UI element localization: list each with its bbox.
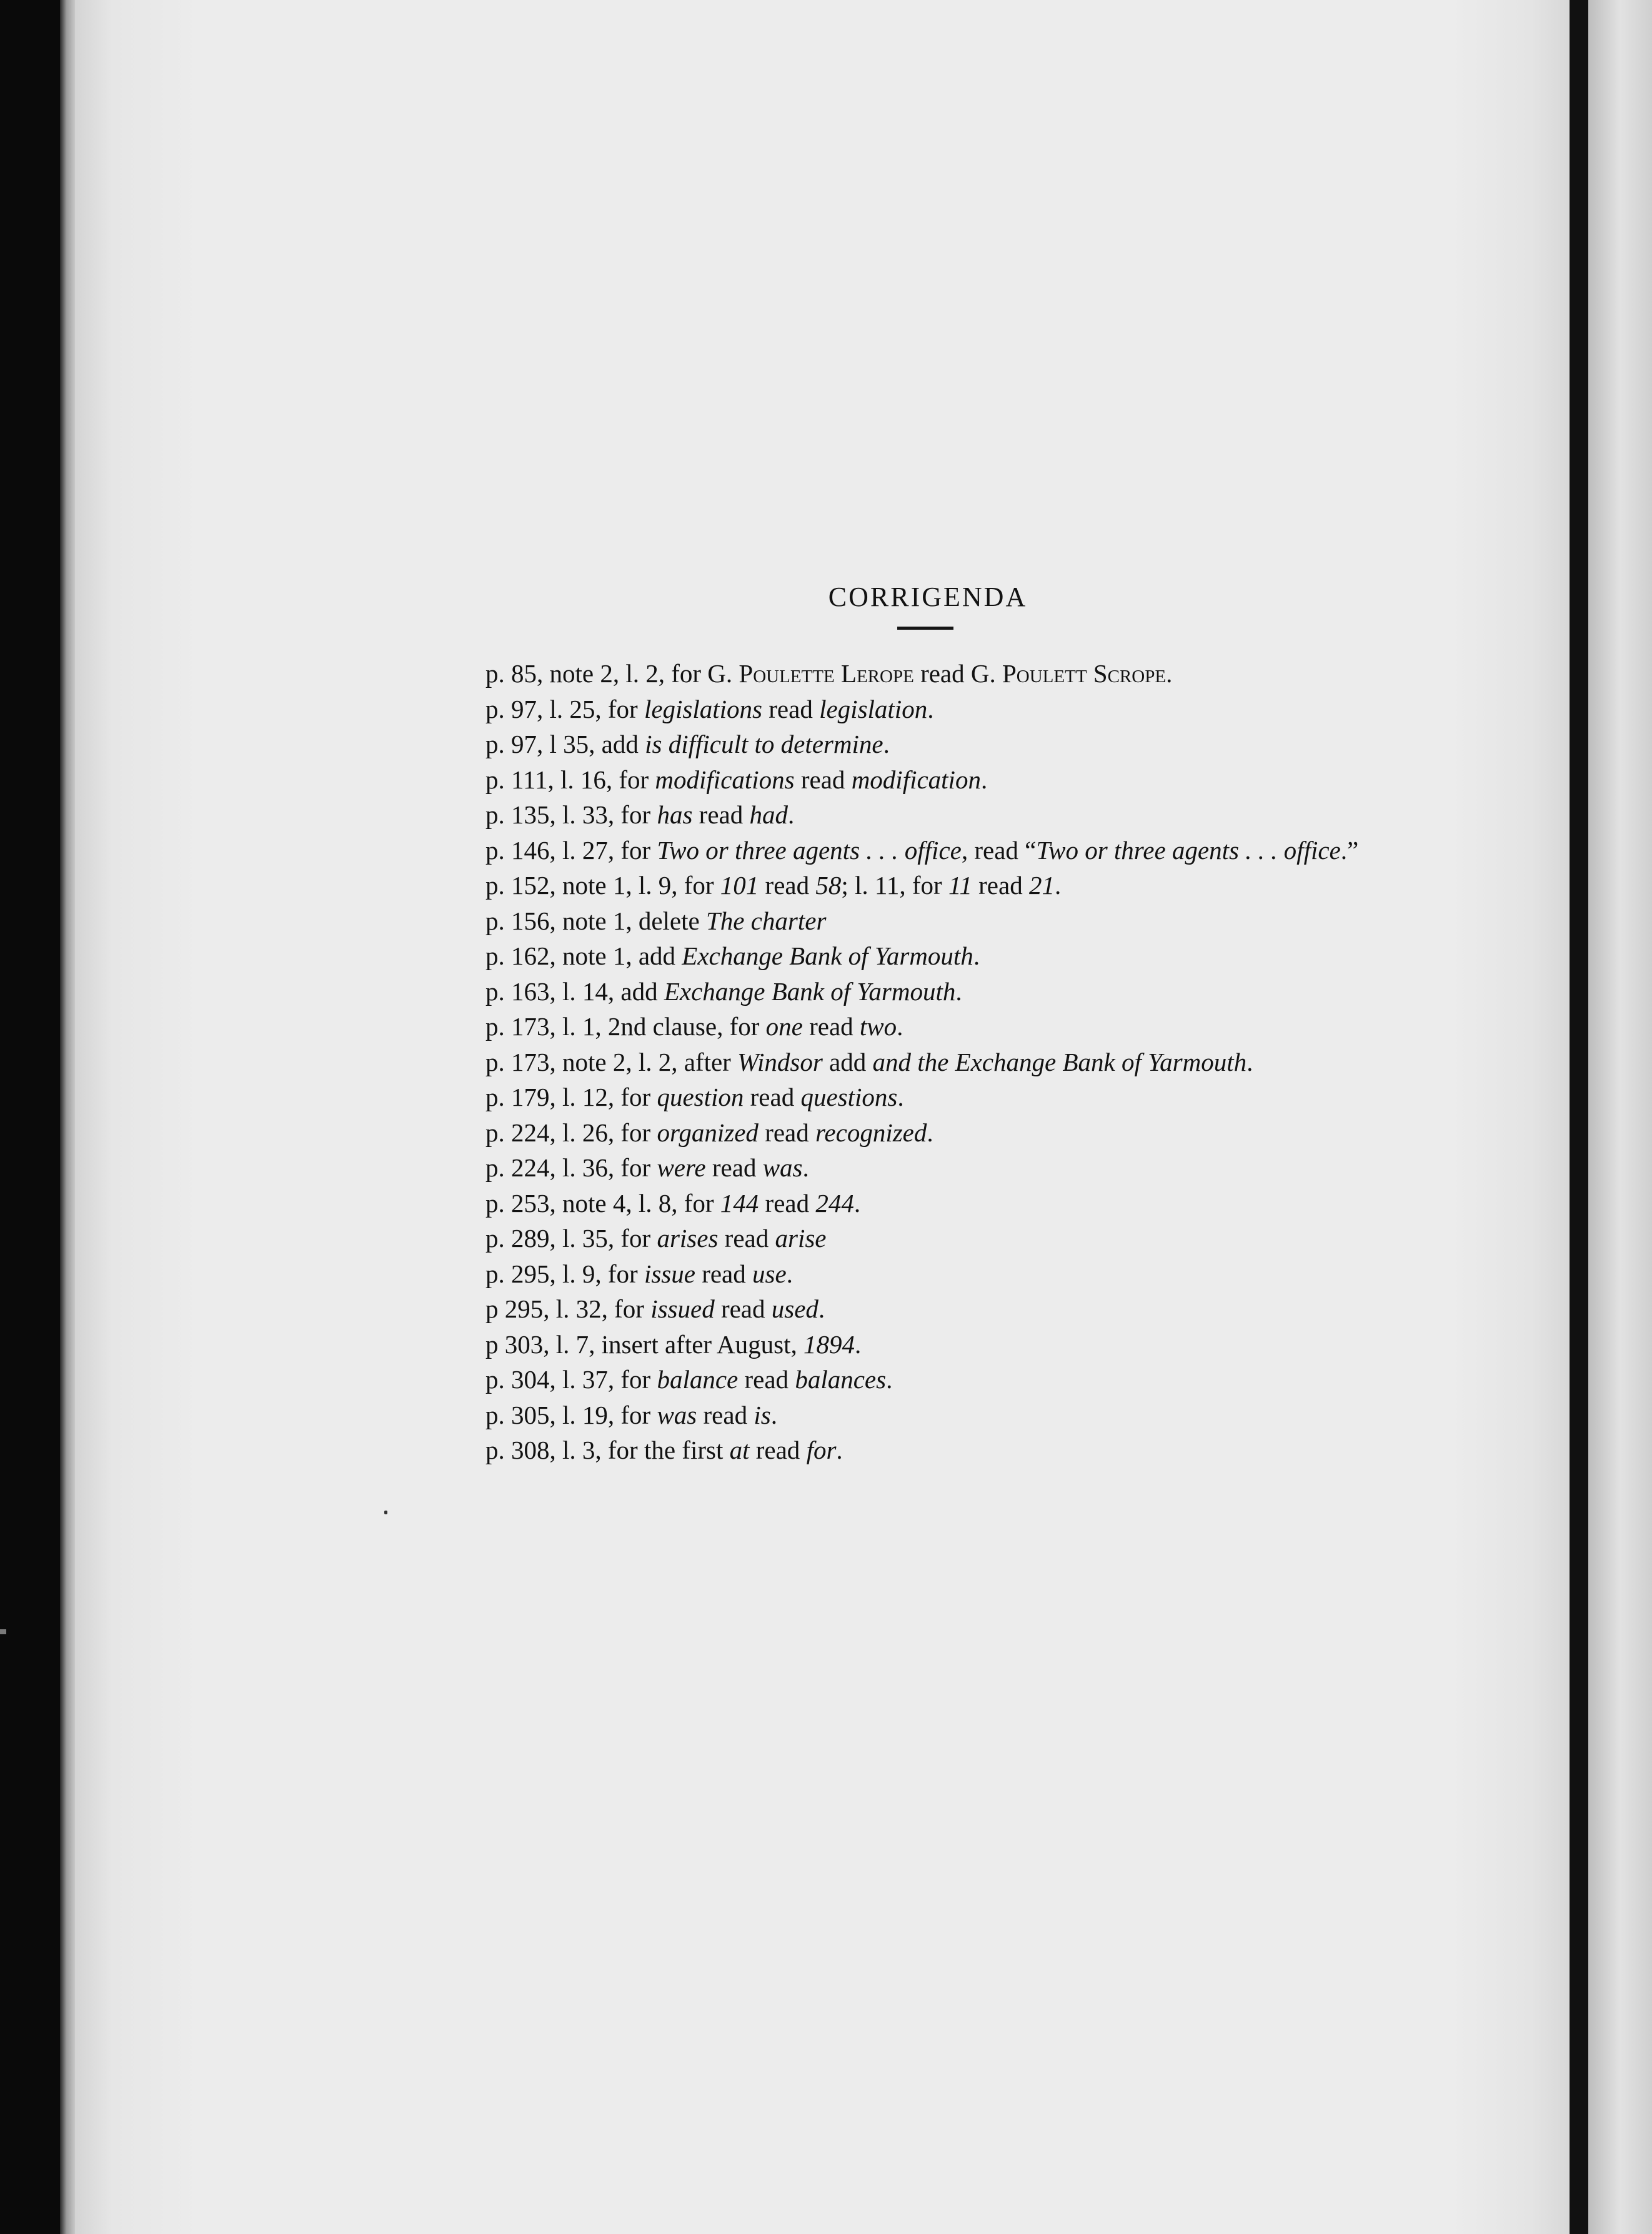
entry-text: read <box>794 765 852 794</box>
entry-text: . <box>927 694 934 723</box>
entry-italic-text: one <box>765 1012 803 1041</box>
entry-text: . <box>883 730 890 758</box>
entry-text: read <box>697 1400 754 1429</box>
corrigendum-entry <box>428 938 1428 974</box>
entry-text: read <box>714 1294 772 1323</box>
entry-text: p. 162, note 1, add <box>485 941 682 970</box>
corrigenda-section <box>428 581 1428 1468</box>
corrigenda-list <box>428 656 1428 1468</box>
entry-text: read <box>762 694 820 723</box>
entry-italic-text: two <box>859 1012 897 1041</box>
entry-italic-text: has <box>657 800 693 829</box>
entry-text: read <box>802 1012 860 1041</box>
corrigendum-entry <box>428 1432 1428 1468</box>
entry-text: read <box>758 1118 815 1147</box>
entry-text: . <box>836 1436 843 1464</box>
entry-italic-text: 11 <box>948 871 972 900</box>
entry-text: . <box>818 1294 825 1323</box>
entry-italic-text: is difficult to determine <box>645 730 883 758</box>
entry-text: . <box>853 1188 861 1218</box>
entry-text: . <box>787 800 795 829</box>
corrigendum-entry <box>428 1221 1428 1256</box>
entry-italic-text: were <box>657 1153 706 1182</box>
corrigendum-entry <box>428 1115 1428 1151</box>
entry-text: p. 152, note 1, l. 9, for <box>485 871 720 900</box>
entry-italic-text: for <box>806 1436 837 1464</box>
gutter-shadow <box>1570 0 1588 2234</box>
corrigendum-entry <box>428 1080 1428 1115</box>
entry-italic-text: and the Exchange Bank of Yarmouth <box>872 1047 1247 1076</box>
entry-italic-text: 58 <box>815 871 842 900</box>
entry-italic-text: questions <box>800 1083 898 1111</box>
entry-italic-text: legislation <box>819 694 928 723</box>
entry-text: p. 173, l. 1, 2nd clause, for <box>485 1012 766 1041</box>
entry-text: p. 224, l. 36, for <box>485 1153 657 1182</box>
entry-italic-text: Windsor <box>737 1047 823 1076</box>
entry-italic-text: at <box>729 1436 750 1464</box>
entry-text: read <box>695 1259 753 1288</box>
entry-text: p. 304, l. 37, for <box>485 1365 657 1394</box>
entry-text: . <box>955 976 962 1006</box>
entry-italic-text: balance <box>657 1365 739 1394</box>
corrigendum-entry <box>428 1186 1428 1221</box>
entry-text: p. 163, l. 14, add <box>485 976 664 1006</box>
page-title: CORRIGENDA <box>828 582 1028 612</box>
entry-text: . <box>1054 871 1062 900</box>
entry-text: . <box>927 1118 933 1147</box>
entry-italic-text: The charter <box>705 906 827 935</box>
entry-text: . <box>1246 1047 1253 1076</box>
entry-italic-text: is <box>754 1400 771 1429</box>
entry-text: p 295, l. 32, for <box>485 1294 651 1323</box>
entry-text: p. 173, note 2, l. 2, after <box>485 1047 738 1076</box>
entry-italic-text: 101 <box>720 871 759 900</box>
entry-text: p. 97, l 35, add <box>485 730 645 758</box>
entry-italic-text: balances <box>795 1365 887 1394</box>
corrigendum-entry <box>428 833 1428 868</box>
entry-text: p. 111, l. 16, for <box>485 765 655 794</box>
entry-smallcaps-text: Poulette Lerope <box>739 659 914 688</box>
corrigendum-entry <box>428 1291 1428 1327</box>
entry-text: p. 308, l. 3, for the first <box>485 1436 730 1464</box>
corrigendum-entry <box>428 762 1428 798</box>
entry-italic-text: 144 <box>720 1188 759 1218</box>
entry-italic-text: use <box>752 1259 787 1288</box>
entry-text: p. 146, l. 27, for <box>485 835 657 865</box>
corrigendum-entry <box>428 727 1428 762</box>
entry-italic-text: was <box>762 1153 803 1182</box>
entry-text: read <box>759 871 816 900</box>
next-page-edge <box>1588 0 1652 2234</box>
entry-text: p. 295, l. 9, for <box>485 1259 644 1288</box>
corrigendum-entry <box>428 1045 1428 1080</box>
corrigendum-entry <box>428 1009 1428 1045</box>
entry-text: . <box>897 1012 903 1041</box>
entry-italic-text: used <box>771 1294 819 1323</box>
entry-text: p. 135, l. 33, for <box>485 800 657 829</box>
entry-text: p. 97, l. 25, for <box>485 694 644 723</box>
entry-italic-text: 244 <box>815 1188 854 1218</box>
entry-italic-text: Two or three agents . . . office <box>1036 835 1341 865</box>
entry-italic-text: issue <box>644 1259 695 1288</box>
entry-text: p. 289, l. 35, for <box>485 1224 657 1253</box>
entry-italic-text: arises <box>657 1224 719 1253</box>
entry-text: read <box>718 1224 775 1253</box>
entry-italic-text: organized <box>657 1118 759 1147</box>
entry-text: read <box>692 800 750 829</box>
entry-text: read <box>759 1188 816 1218</box>
entry-text: p. 253, note 4, l. 8, for <box>485 1188 720 1218</box>
corrigendum-entry <box>428 1150 1428 1186</box>
entry-text: . <box>973 941 980 970</box>
entry-text: read <box>738 1365 795 1394</box>
corrigendum-entry <box>428 974 1428 1010</box>
entry-italic-text: Two or three agents . . . office <box>657 835 962 865</box>
corrigendum-entry <box>428 656 1428 692</box>
entry-text: p. 224, l. 26, for <box>485 1118 657 1147</box>
entry-text: read <box>972 871 1029 900</box>
corrigendum-entry <box>428 1362 1428 1397</box>
entry-text: ; l. 11, for <box>841 871 948 900</box>
entry-text: . <box>886 1365 893 1394</box>
entry-text: read <box>705 1153 763 1182</box>
entry-smallcaps-text: Poulett Scrope <box>1002 659 1167 688</box>
entry-text: read G. <box>913 659 1002 688</box>
corrigendum-entry <box>428 868 1428 903</box>
entry-text: . <box>786 1259 793 1288</box>
entry-text: read <box>749 1436 807 1464</box>
corrigendum-entry <box>428 1327 1428 1363</box>
corrigendum-entry <box>428 903 1428 939</box>
stray-mark <box>384 1511 387 1514</box>
entry-italic-text: Exchange Bank of Yarmouth <box>682 941 973 970</box>
entry-italic-text: modification <box>851 765 981 794</box>
entry-text: p. 179, l. 12, for <box>485 1083 657 1111</box>
title-rule <box>897 627 953 630</box>
entry-text: p. 85, note 2, l. 2, for G. <box>485 659 739 688</box>
entry-italic-text: question <box>657 1083 744 1111</box>
corrigendum-entry <box>428 797 1428 833</box>
entry-italic-text: legislations <box>644 694 763 723</box>
entry-italic-text: issued <box>650 1294 715 1323</box>
entry-text: . <box>897 1083 904 1111</box>
entry-text: p. 156, note 1, delete <box>485 906 706 935</box>
entry-text: .” <box>1340 835 1359 865</box>
entry-text: . <box>802 1153 809 1182</box>
entry-italic-text: 21 <box>1028 871 1055 900</box>
entry-italic-text: was <box>657 1400 697 1429</box>
entry-italic-text: 1894 <box>804 1329 855 1359</box>
corrigendum-entry <box>428 1256 1428 1292</box>
entry-text: , read “ <box>961 835 1037 865</box>
entry-text: p 303, l. 7, insert after August, <box>485 1329 804 1359</box>
scan-artifact <box>0 1629 6 1634</box>
entry-italic-text: Exchange Bank of Yarmouth <box>664 976 956 1006</box>
entry-text: . <box>1166 659 1173 688</box>
entry-italic-text: arise <box>775 1224 827 1253</box>
entry-text: read <box>744 1083 801 1111</box>
entry-italic-text: recognized <box>815 1118 927 1147</box>
entry-text: . <box>980 765 988 794</box>
entry-text: . <box>770 1400 777 1429</box>
entry-text: add <box>822 1047 873 1076</box>
entry-italic-text: modifications <box>655 765 795 794</box>
corrigendum-entry <box>428 692 1428 727</box>
entry-text: . <box>855 1329 862 1359</box>
entry-text: p. 305, l. 19, for <box>485 1400 657 1429</box>
entry-italic-text: had <box>749 800 788 829</box>
corrigendum-entry <box>428 1397 1428 1433</box>
page-left-edge <box>60 0 76 2234</box>
